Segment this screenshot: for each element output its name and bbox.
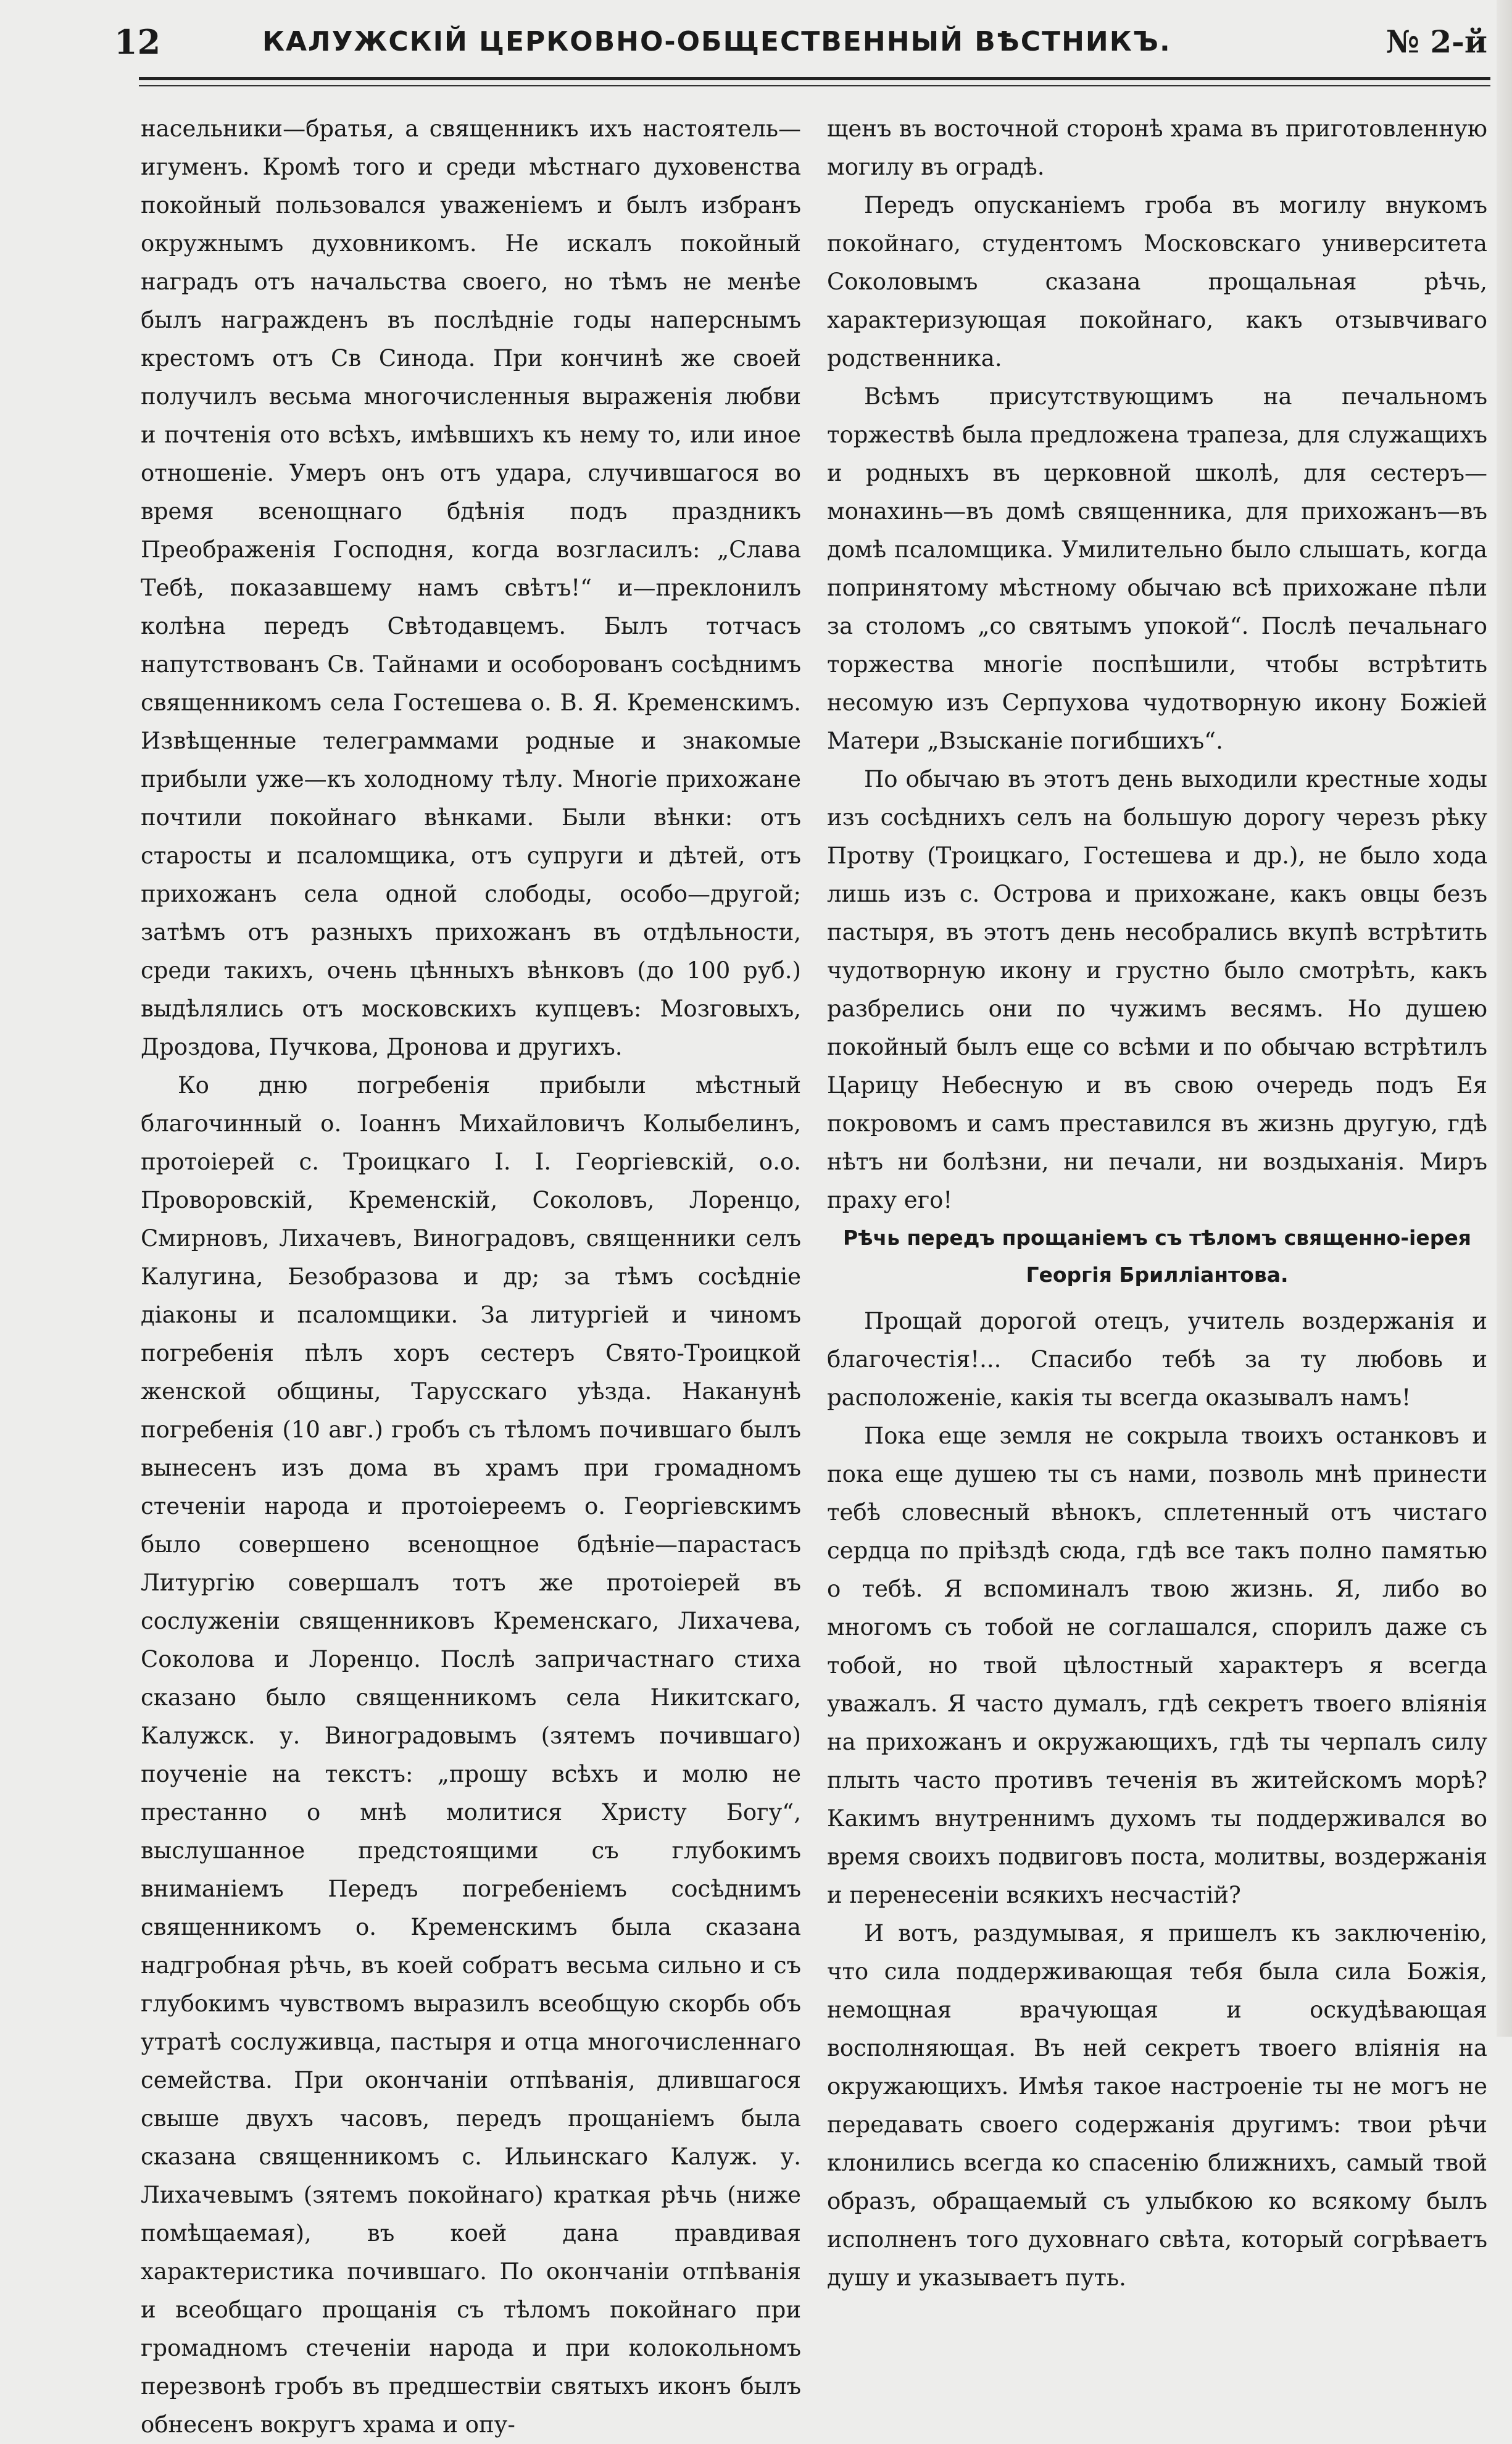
paragraph: Пока еще земля не сокрыла твоихъ останковъ и пока еще душею ты съ нами, позволь мнѣ принести тебѣ словесный вѣнокъ, сплетенный отъ чистаго сердца по пріѣздѣ сюда, гдѣ все такъ полно памятью о тебѣ. Я вспоминалъ твою жизнь. Я, либо во многомъ съ тобой не соглашался, спорилъ даже съ тобой, но твой цѣлостный характеръ я всегда уважалъ. Я часто думалъ, гдѣ секретъ твоего вліянія на прихожанъ и окружающихъ, гдѣ ты черпалъ силу плыть часто противъ теченія въ житейскомъ морѣ? Какимъ внутреннимъ духомъ ты поддерживался во время своихъ подвиговъ поста, молитвы, воздержанія и перенесеніи всякихъ несчастій? [827,1423,1487,1908]
paragraph: Передъ опусканіемъ гроба въ могилу внукомъ покойнаго, студентомъ Московскаго университета Соколовымъ сказана прощальная рѣчь, характеризующая покойнаго, какъ отзывчиваго родственника. [827,192,1487,372]
page-number: 12 [114,22,161,62]
paragraph: Всѣмъ присутствующимъ на печальномъ торжествѣ была предложена трапеза, для служащихъ и родныхъ въ церковной школѣ, для сестеръ—монахинь—въ домѣ священника, для прихожанъ—въ домѣ псаломщика. Умилительно было слышать, когда попринятому мѣстному обычаю всѣ прихожане пѣли за столомъ „со святымъ упокой“. Послѣ печальнаго торжества многіе поспѣшили, чтобы встрѣтить несомую изъ Серпухова чудотворную икону Божіей Матери „Взысканіе погибшихъ“. [827,383,1487,754]
paragraph: щенъ въ восточной сторонѣ храма въ приготовленную могилу въ оградѣ. [827,115,1487,180]
paragraph: И вотъ, раздумывая, я пришелъ къ заключенію, что сила поддерживающая тебя была сила Божія, немощная врачующая и оскудѣвающая восполняющая. Въ ней секретъ твоего вліянія на окружающихъ. Имѣя такое настроеніе ты не могъ не передавать своего содержанія другимъ: твои рѣчи клонились всегда ко спасенію ближнихъ, самый твой образъ, обращаемый съ улыбкою ко всякому былъ исполненъ того духовнаго свѣта, который согрѣваетъ душу и указываетъ путь. [827,1920,1487,2291]
right-column [827,110,1487,2297]
paragraph: насельники—братья, а священникъ ихъ настоятель—игуменъ. Кромѣ того и среди мѣстнаго духовенства покойный пользовался уваженіемъ и былъ избранъ окружнымъ духовникомъ. Не искалъ покойный наградъ отъ начальства своего, но тѣмъ не менѣе былъ награжденъ въ послѣдніе годы наперснымъ крестомъ отъ Св Синода. При кончинѣ же своей получилъ весьма многочисленныя выраженія любви и почтенія ото всѣхъ, имѣвшихъ къ нему то, или иное отношеніе. Умеръ онъ отъ удара, случившагося во время всенощнаго бдѣнія подъ праздникъ Преображенія Господня, когда возгласилъ: „Слава Тебѣ, показавшему намъ свѣтъ!“ и—преклонилъ колѣна передъ Свѣтодавцемъ. Былъ тотчасъ напутствованъ Св. Тайнами и особорованъ сосѣднимъ священникомъ села Гостешева о. В. Я. Кременскимъ. Извѣщенные телеграммами родные и знакомые прибыли уже—къ холодному тѣлу. Многіе прихожане почтили покойнаго вѣнками. Были вѣнки: отъ старосты и псаломщика, отъ супруги и дѣтей, отъ прихожанъ села одной слободы, особо—другой; затѣмъ отъ разныхъ прихожанъ въ отдѣльности, среди такихъ, очень цѣнныхъ вѣнковъ (до 100 руб.) выдѣлялись отъ московскихъ купцевъ: Мозговыхъ, Дроздова, Пучкова, Дронова и другихъ. [141,115,801,1060]
paragraph: По обычаю въ этотъ день выходили крестные ходы изъ сосѣднихъ селъ на большую дорогу черезъ рѣку Протву (Троицкаго, Гостешева и др.), не было хода лишь изъ с. Острова и прихожане, какъ овцы безъ пастыря, въ этотъ день несобрались вкупѣ встрѣтить чудотворную икону и грустно было смотрѣть, какъ разбрелись они по чужимъ весямъ. Но душею покойный былъ еще со всѣми и по обычаю встрѣтилъ Царицу Небесную и въ свою очередь подъ Ея покровомъ и самъ преставился въ жизнь другую, гдѣ нѣтъ ни болѣзни, ни печали, ни воздыханія. Миръ праху его! [827,766,1487,1213]
page-edge-shadow [1497,0,1512,2037]
header-rule-thin [139,85,1490,86]
header-rule-thick [139,77,1490,80]
paragraph: Прощай дорогой отецъ, учитель воздержанія и благочестія!... Спасибо тебѣ за ту любовь и расположеніе, какія ты всегда оказывалъ намъ! [827,1308,1487,1411]
journal-title: КАЛУЖСКІЙ ЦЕРКОВНО-ОБЩЕСТВЕННЫЙ ВѢСТНИКЪ. [262,26,1171,57]
running-head [114,17,1487,67]
left-column [141,110,801,2444]
paragraph: Ко дню погребенія прибыли мѣстный благочинный о. Іоаннъ Михайловичъ Колыбелинъ, протоіерей с. Троицкаго І. І. Георгіевскій, о.о. Проворовскій, Кременскій, Соколовъ, Лоренцо, Смирновъ, Лихачевъ, Виноградовъ, священники селъ Калугина, Безобразова и др; за тѣмъ сосѣдніе діаконы и псаломщики. За литургіей и чиномъ погребенія пѣлъ хоръ сестеръ Свято-Троицкой женской общины, Тарусскаго уѣзда. Наканунѣ погребенія (10 авг.) гробъ съ тѣломъ почившаго былъ вынесенъ изъ дома въ храмъ при громадномъ стеченіи народа и протоіереемъ о. Георгіевскимъ было совершено всенощное бдѣніе—парастасъ Литургію совершалъ тотъ же протоіерей въ сослуженіи священниковъ Кременскаго, Лихачева, Соколова и Лоренцо. Послѣ запричастнаго стиха сказано было священникомъ села Никитскаго, Калужск. у. Виноградовымъ (зятемъ почившаго) поученіе на текстъ: „прошу всѣхъ и молю не престанно о мнѣ молитися Христу Богу“, выслушанное предстоящими съ глубокимъ вниманіемъ Передъ погребеніемъ сосѣднимъ священникомъ о. Кременскимъ была сказана надгробная рѣчь, въ коей собратъ весьма сильно и съ глубокимъ чувствомъ выразилъ всеобщую скорбь объ утратѣ сослуживца, пастыря и отца многочисленнаго семейства. При окончаніи отпѣванія, длившагося свыше двухъ часовъ, передъ прощаніемъ была сказана священникомъ с. Ильинскаго Калуж. у. Лихачевымъ (зятемъ покойнаго) краткая рѣчь (ниже помѣщаемая), въ коей дана правдивая характеристика почившаго. По окончаніи отпѣванія и всеобщаго прощанія съ тѣломъ покойнаго при громадномъ стеченіи народа и при колокольномъ перезвонѣ гробъ въ предшествіи святыхъ иконъ былъ обнесенъ вокругъ храма и опу- [141,1072,801,2438]
section-heading: Рѣчь передъ прощаніемъ съ тѣломъ священно-іерея Георгія Брилліантова. [843,1226,1471,1287]
issue-number: № 2-й [1385,23,1487,60]
